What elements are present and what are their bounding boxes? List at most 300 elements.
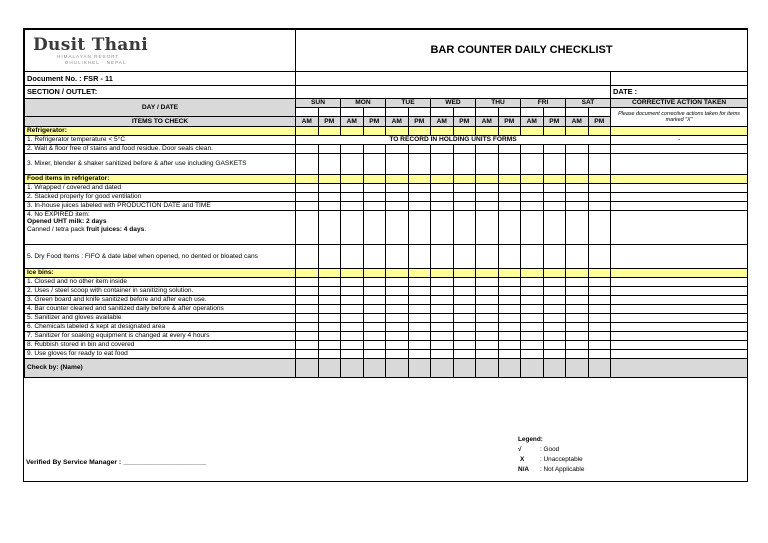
checklist-item: 3. Mixer, blender & shaker sanitized before & after use including GASKETS — [25, 154, 296, 175]
check-by-cell[interactable] — [566, 359, 589, 378]
check-cell[interactable] — [521, 154, 544, 175]
check-cell[interactable] — [543, 154, 566, 175]
corrective-action-cell[interactable] — [611, 296, 748, 305]
check-cell[interactable] — [296, 323, 319, 332]
check-cell[interactable] — [408, 184, 431, 193]
check-cell[interactable] — [566, 305, 589, 314]
check-cell[interactable] — [543, 296, 566, 305]
check-by-cell[interactable] — [498, 359, 521, 378]
check-cell[interactable] — [408, 154, 431, 175]
check-cell[interactable] — [476, 323, 499, 332]
check-cell[interactable] — [588, 211, 611, 245]
date-cell[interactable] — [318, 108, 341, 117]
check-cell[interactable] — [408, 145, 431, 154]
check-cell[interactable] — [453, 332, 476, 341]
check-cell[interactable] — [588, 193, 611, 202]
check-cell[interactable] — [363, 278, 386, 287]
check-cell[interactable] — [386, 341, 409, 350]
check-cell[interactable] — [318, 202, 341, 211]
check-cell[interactable] — [498, 296, 521, 305]
check-cell[interactable] — [521, 332, 544, 341]
check-cell[interactable] — [498, 154, 521, 175]
check-by-cell[interactable] — [386, 359, 409, 378]
check-by-cell[interactable] — [588, 359, 611, 378]
check-cell[interactable] — [341, 341, 364, 350]
corrective-action-cell[interactable]: - — [611, 136, 748, 145]
check-cell[interactable] — [476, 332, 499, 341]
check-by-cell[interactable] — [318, 359, 341, 378]
checklist-row — [25, 193, 748, 202]
check-cell[interactable] — [588, 314, 611, 323]
check-cell[interactable] — [296, 154, 319, 175]
check-cell[interactable] — [296, 287, 319, 296]
check-cell[interactable] — [521, 278, 544, 287]
check-cell[interactable] — [318, 211, 341, 245]
check-cell[interactable] — [566, 202, 589, 211]
checklist-item: 6. Chemicals labeled & kept at designated area — [25, 323, 296, 332]
check-cell[interactable] — [543, 211, 566, 245]
check-cell[interactable] — [521, 145, 544, 154]
corrective-action-cell[interactable] — [611, 278, 748, 287]
check-cell[interactable] — [318, 145, 341, 154]
section-fill-cell — [408, 269, 431, 278]
date-cell[interactable] — [476, 108, 499, 117]
check-cell[interactable] — [453, 245, 476, 269]
day-header: THU — [476, 99, 521, 108]
check-cell[interactable] — [543, 332, 566, 341]
checklist-row — [25, 202, 748, 211]
check-cell[interactable] — [521, 296, 544, 305]
check-cell[interactable] — [296, 184, 319, 193]
check-cell[interactable] — [453, 341, 476, 350]
check-cell[interactable] — [521, 287, 544, 296]
check-cell[interactable] — [386, 245, 409, 269]
check-cell[interactable] — [386, 193, 409, 202]
check-cell[interactable] — [363, 296, 386, 305]
check-cell[interactable] — [296, 350, 319, 359]
check-cell[interactable] — [431, 145, 454, 154]
check-cell[interactable] — [296, 296, 319, 305]
check-cell[interactable] — [588, 154, 611, 175]
check-cell[interactable] — [341, 332, 364, 341]
check-cell[interactable] — [588, 287, 611, 296]
check-cell[interactable] — [566, 314, 589, 323]
check-cell[interactable] — [386, 278, 409, 287]
corrective-action-cell[interactable] — [611, 287, 748, 296]
check-cell[interactable] — [498, 202, 521, 211]
checklist-sheet — [23, 28, 748, 482]
check-cell[interactable] — [296, 332, 319, 341]
check-cell[interactable] — [566, 211, 589, 245]
check-cell[interactable] — [386, 154, 409, 175]
document-number: Document No. : FSR - 11 — [25, 72, 296, 86]
date-cell[interactable] — [363, 108, 386, 117]
check-cell[interactable] — [453, 184, 476, 193]
check-cell[interactable] — [476, 154, 499, 175]
check-cell[interactable] — [476, 145, 499, 154]
check-cell[interactable] — [386, 314, 409, 323]
check-cell[interactable] — [341, 202, 364, 211]
check-cell[interactable] — [431, 314, 454, 323]
check-cell[interactable] — [341, 154, 364, 175]
check-cell[interactable] — [431, 278, 454, 287]
section-fill-cell — [296, 127, 319, 136]
date-label: DATE : — [611, 86, 748, 99]
check-cell[interactable] — [341, 245, 364, 269]
check-cell[interactable] — [318, 287, 341, 296]
check-by-cell[interactable] — [363, 359, 386, 378]
checklist-row — [25, 154, 748, 175]
check-cell[interactable] — [341, 278, 364, 287]
section-outlet-field[interactable] — [296, 86, 611, 99]
check-cell[interactable] — [543, 287, 566, 296]
check-cell[interactable] — [386, 202, 409, 211]
check-cell[interactable] — [521, 211, 544, 245]
check-cell[interactable] — [386, 350, 409, 359]
check-cell[interactable] — [498, 332, 521, 341]
check-cell[interactable] — [341, 145, 364, 154]
check-cell[interactable] — [363, 287, 386, 296]
date-cell[interactable] — [408, 108, 431, 117]
check-cell[interactable] — [341, 193, 364, 202]
check-cell[interactable] — [476, 245, 499, 269]
check-by-cell[interactable] — [341, 359, 364, 378]
check-by-cell[interactable] — [453, 359, 476, 378]
check-by-cell[interactable] — [296, 359, 319, 378]
check-cell[interactable] — [363, 332, 386, 341]
check-cell[interactable] — [543, 314, 566, 323]
check-cell[interactable] — [521, 350, 544, 359]
check-cell[interactable] — [318, 332, 341, 341]
check-cell[interactable] — [521, 193, 544, 202]
check-cell[interactable] — [341, 184, 364, 193]
check-cell[interactable] — [498, 341, 521, 350]
check-cell[interactable] — [453, 278, 476, 287]
check-cell[interactable] — [566, 278, 589, 287]
check-cell[interactable] — [386, 145, 409, 154]
check-cell[interactable] — [566, 193, 589, 202]
section-fill-cell — [408, 127, 431, 136]
check-cell[interactable] — [363, 154, 386, 175]
check-cell[interactable] — [363, 193, 386, 202]
check-cell[interactable] — [431, 154, 454, 175]
check-cell[interactable] — [521, 202, 544, 211]
check-cell[interactable] — [296, 305, 319, 314]
date-cell[interactable] — [521, 108, 544, 117]
check-cell[interactable] — [476, 211, 499, 245]
corrective-action-cell[interactable] — [611, 341, 748, 350]
section-fill-cell — [386, 269, 409, 278]
check-cell[interactable] — [588, 245, 611, 269]
check-cell[interactable] — [498, 145, 521, 154]
date-cell[interactable] — [296, 108, 319, 117]
check-cell[interactable] — [566, 341, 589, 350]
check-cell[interactable] — [318, 184, 341, 193]
check-cell[interactable] — [498, 305, 521, 314]
date-cell[interactable] — [386, 108, 409, 117]
check-cell[interactable] — [476, 193, 499, 202]
check-cell[interactable] — [341, 314, 364, 323]
check-cell[interactable] — [386, 323, 409, 332]
check-cell[interactable] — [498, 245, 521, 269]
check-cell[interactable] — [588, 332, 611, 341]
check-cell[interactable] — [498, 211, 521, 245]
corrective-action-cell[interactable] — [611, 145, 748, 154]
corrective-action-cell[interactable] — [611, 305, 748, 314]
check-cell[interactable] — [386, 184, 409, 193]
check-cell[interactable] — [566, 350, 589, 359]
check-cell[interactable] — [588, 305, 611, 314]
check-cell[interactable] — [363, 145, 386, 154]
check-cell[interactable] — [431, 341, 454, 350]
document-number-value[interactable] — [296, 72, 611, 86]
date-cell[interactable] — [543, 108, 566, 117]
corrective-action-cell[interactable] — [611, 350, 748, 359]
check-cell[interactable] — [318, 193, 341, 202]
check-cell[interactable] — [566, 287, 589, 296]
check-cell[interactable] — [296, 145, 319, 154]
check-cell[interactable] — [588, 296, 611, 305]
check-by-cell[interactable] — [476, 359, 499, 378]
check-cell[interactable] — [431, 202, 454, 211]
section-fill-cell — [543, 127, 566, 136]
check-cell[interactable] — [408, 296, 431, 305]
check-cell[interactable] — [543, 184, 566, 193]
check-cell[interactable] — [498, 323, 521, 332]
check-cell[interactable] — [431, 193, 454, 202]
check-cell[interactable] — [318, 296, 341, 305]
check-cell[interactable] — [296, 193, 319, 202]
check-cell[interactable] — [363, 245, 386, 269]
check-cell[interactable] — [296, 278, 319, 287]
check-cell[interactable] — [296, 202, 319, 211]
check-by-label: Check by: (Name) — [25, 359, 296, 378]
date-cell[interactable] — [588, 108, 611, 117]
check-cell[interactable] — [296, 314, 319, 323]
section-fill-cell — [588, 269, 611, 278]
check-cell[interactable] — [431, 296, 454, 305]
check-cell[interactable] — [521, 245, 544, 269]
check-cell[interactable] — [476, 202, 499, 211]
check-cell[interactable] — [363, 202, 386, 211]
check-cell[interactable] — [363, 184, 386, 193]
check-cell[interactable] — [588, 323, 611, 332]
check-cell[interactable] — [498, 193, 521, 202]
checklist-row — [25, 296, 748, 305]
check-cell[interactable] — [498, 278, 521, 287]
check-cell[interactable] — [453, 154, 476, 175]
section-fill-cell — [386, 175, 409, 184]
section-fill-cell — [611, 269, 748, 278]
check-cell[interactable] — [431, 184, 454, 193]
check-cell[interactable] — [318, 323, 341, 332]
legend-text: : Good — [540, 446, 560, 453]
check-cell[interactable] — [318, 350, 341, 359]
check-cell[interactable] — [453, 350, 476, 359]
check-cell[interactable] — [588, 350, 611, 359]
checklist-item: 4. Bar counter cleaned and sanitized daily before & after operations — [25, 305, 296, 314]
check-cell[interactable] — [453, 211, 476, 245]
check-cell[interactable] — [296, 245, 319, 269]
check-cell[interactable] — [566, 184, 589, 193]
check-cell[interactable] — [408, 202, 431, 211]
corrective-action-cell[interactable] — [611, 202, 748, 211]
section-row — [25, 269, 748, 278]
check-cell[interactable] — [363, 305, 386, 314]
check-cell[interactable] — [476, 350, 499, 359]
check-cell[interactable] — [453, 305, 476, 314]
check-cell[interactable] — [566, 323, 589, 332]
check-cell[interactable] — [566, 145, 589, 154]
check-cell[interactable] — [318, 154, 341, 175]
check-cell[interactable] — [521, 323, 544, 332]
check-by-cell[interactable] — [521, 359, 544, 378]
check-cell[interactable] — [408, 341, 431, 350]
check-cell[interactable] — [588, 184, 611, 193]
corrective-action-cell[interactable] — [611, 314, 748, 323]
check-cell[interactable] — [498, 287, 521, 296]
check-cell[interactable] — [341, 287, 364, 296]
date-cell[interactable] — [498, 108, 521, 117]
check-cell[interactable] — [566, 296, 589, 305]
check-cell[interactable] — [588, 278, 611, 287]
checklist-item: 3. Green board and knife sanitized before and after each use. — [25, 296, 296, 305]
check-cell[interactable] — [431, 332, 454, 341]
check-cell[interactable] — [453, 287, 476, 296]
check-cell[interactable] — [363, 314, 386, 323]
check-cell[interactable] — [386, 305, 409, 314]
check-cell[interactable] — [498, 350, 521, 359]
check-cell[interactable] — [431, 287, 454, 296]
check-cell[interactable] — [341, 296, 364, 305]
check-cell[interactable] — [543, 323, 566, 332]
check-cell[interactable] — [521, 314, 544, 323]
check-cell[interactable] — [566, 332, 589, 341]
check-cell[interactable] — [318, 341, 341, 350]
verified-by: Verified By Service Manager : ______________________ — [26, 459, 207, 466]
check-cell[interactable] — [408, 305, 431, 314]
corrective-action-cell[interactable] — [611, 323, 748, 332]
corrective-action-cell[interactable] — [611, 154, 748, 175]
check-cell[interactable] — [521, 184, 544, 193]
check-cell[interactable] — [363, 211, 386, 245]
check-cell[interactable] — [318, 314, 341, 323]
check-cell[interactable] — [341, 323, 364, 332]
check-cell[interactable] — [521, 305, 544, 314]
check-by-cell[interactable] — [543, 359, 566, 378]
check-cell[interactable] — [408, 350, 431, 359]
corrective-action-cell[interactable] — [611, 193, 748, 202]
check-cell[interactable] — [476, 278, 499, 287]
check-cell[interactable] — [296, 211, 319, 245]
corrective-action-cell[interactable] — [611, 332, 748, 341]
check-cell[interactable] — [476, 305, 499, 314]
check-cell[interactable] — [453, 314, 476, 323]
date-cell[interactable] — [566, 108, 589, 117]
check-cell[interactable] — [588, 202, 611, 211]
check-cell[interactable] — [341, 211, 364, 245]
date-cell[interactable] — [341, 108, 364, 117]
check-cell[interactable] — [453, 145, 476, 154]
corrective-action-cell[interactable] — [611, 245, 748, 269]
check-cell[interactable] — [341, 350, 364, 359]
check-cell[interactable] — [543, 278, 566, 287]
check-cell[interactable] — [408, 287, 431, 296]
check-cell[interactable] — [498, 184, 521, 193]
check-cell[interactable] — [386, 287, 409, 296]
check-cell[interactable] — [543, 341, 566, 350]
section-fill-cell — [341, 269, 364, 278]
check-by-cell[interactable] — [408, 359, 431, 378]
check-cell[interactable] — [431, 211, 454, 245]
check-cell[interactable] — [408, 314, 431, 323]
section-row — [25, 127, 748, 136]
check-cell[interactable] — [386, 211, 409, 245]
check-cell[interactable] — [386, 296, 409, 305]
check-cell[interactable] — [476, 341, 499, 350]
check-cell[interactable] — [363, 350, 386, 359]
check-cell[interactable] — [363, 323, 386, 332]
date-cell[interactable] — [453, 108, 476, 117]
check-cell[interactable] — [386, 332, 409, 341]
check-cell[interactable] — [588, 145, 611, 154]
check-cell[interactable] — [476, 314, 499, 323]
check-cell[interactable] — [408, 211, 431, 245]
check-cell[interactable] — [543, 193, 566, 202]
check-cell[interactable] — [476, 287, 499, 296]
check-cell[interactable] — [318, 245, 341, 269]
corrective-action-cell[interactable] — [611, 211, 748, 245]
check-cell[interactable] — [498, 314, 521, 323]
check-cell[interactable] — [453, 202, 476, 211]
check-cell[interactable] — [476, 184, 499, 193]
day-header: WED — [431, 99, 476, 108]
check-cell[interactable] — [408, 278, 431, 287]
check-cell[interactable] — [341, 305, 364, 314]
check-cell[interactable] — [408, 323, 431, 332]
check-cell[interactable] — [408, 245, 431, 269]
legend-item — [518, 465, 638, 475]
check-cell[interactable] — [431, 305, 454, 314]
check-cell[interactable] — [543, 145, 566, 154]
check-cell[interactable] — [318, 305, 341, 314]
check-cell[interactable] — [476, 296, 499, 305]
check-cell[interactable] — [363, 341, 386, 350]
check-cell[interactable] — [453, 193, 476, 202]
check-cell[interactable] — [521, 341, 544, 350]
check-cell[interactable] — [431, 323, 454, 332]
check-cell[interactable] — [453, 296, 476, 305]
date-cell[interactable] — [431, 108, 454, 117]
check-cell[interactable] — [408, 193, 431, 202]
check-cell[interactable] — [566, 154, 589, 175]
check-cell[interactable] — [318, 278, 341, 287]
check-cell[interactable] — [543, 305, 566, 314]
check-cell[interactable] — [543, 245, 566, 269]
check-cell[interactable] — [431, 350, 454, 359]
check-cell[interactable] — [408, 332, 431, 341]
check-cell[interactable] — [296, 341, 319, 350]
corrective-action-cell[interactable] — [611, 184, 748, 193]
check-cell[interactable] — [588, 341, 611, 350]
check-by-cell[interactable] — [431, 359, 454, 378]
check-cell[interactable] — [566, 245, 589, 269]
check-cell[interactable] — [543, 350, 566, 359]
check-cell[interactable] — [453, 323, 476, 332]
check-cell[interactable] — [431, 245, 454, 269]
check-cell[interactable] — [543, 202, 566, 211]
section-fill-cell — [341, 175, 364, 184]
